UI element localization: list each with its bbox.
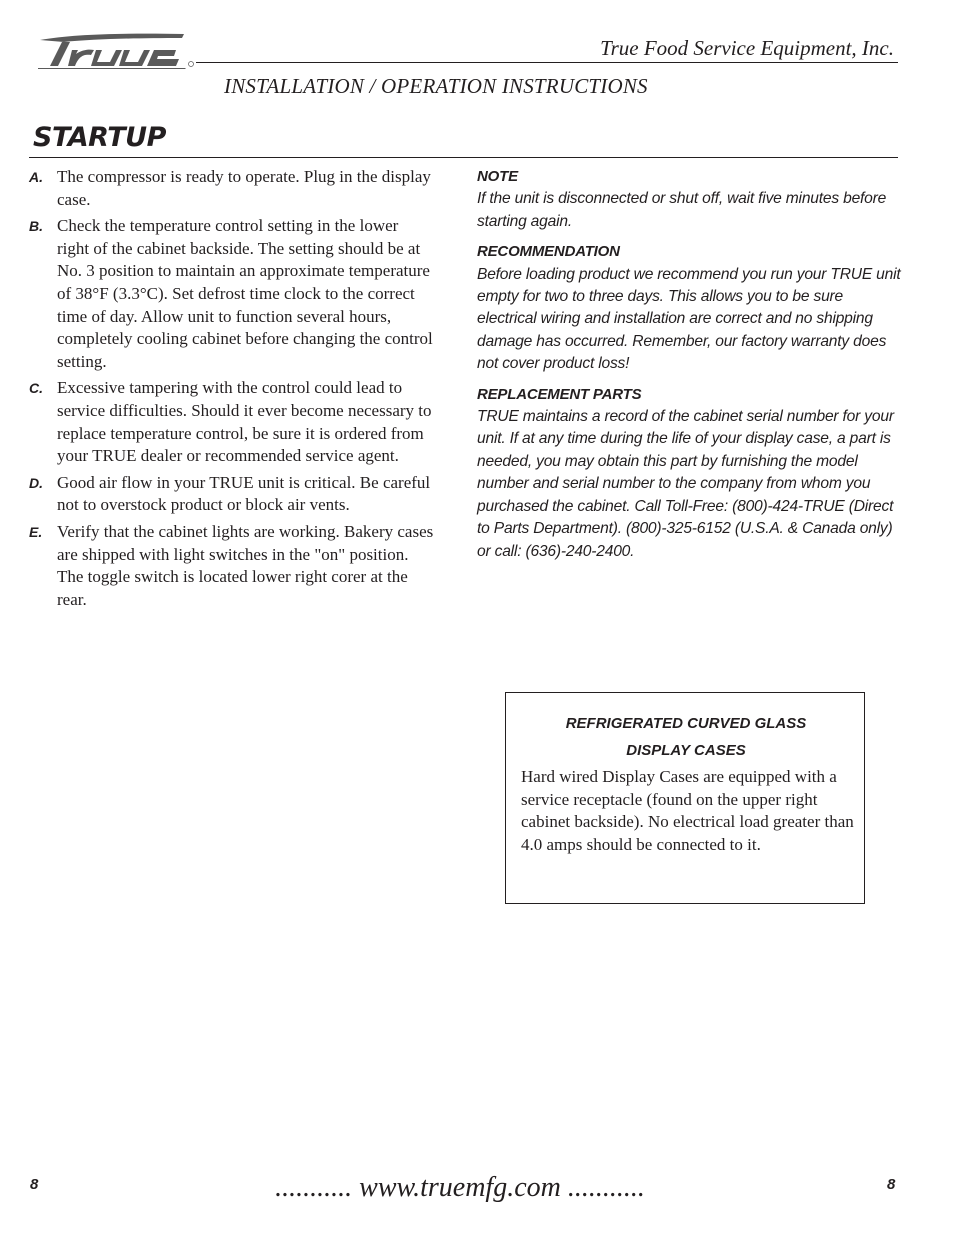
step-text: Verify that the cabinet lights are working. Bakery cases are shipped with light switches in the "on" position. The toggle switch is located lower right corer at the rear. <box>57 521 434 609</box>
replacement-parts-text: TRUE maintains a record of the cabinet serial number for your unit. If at any time during the life of your display case, a part is needed, you may obtain this part by furnishing the model number and serial number to the company from whom you purchased the cabinet. Call Toll-Free: (800)-424-TRUE (Direct to Parts Department). (800)-325-6152 (U.S.A. & Canada only) or call: (636)-240-2400. <box>477 408 894 560</box>
step-b <box>29 215 434 373</box>
step-text: Excessive tampering with the control could lead to service difficulties. Should it ever become necessary to replace temperature control, be sure it is ordered from your TRUE dealer or recommended service agent. <box>57 378 432 466</box>
page-number-right: 8 <box>887 1176 896 1193</box>
true-logo <box>34 30 196 70</box>
company-name: True Food Service Equipment, Inc. <box>600 36 894 60</box>
notice-title-line2: DISPLAY CASES <box>626 742 746 759</box>
document-title: INSTALLATION / OPERATION INSTRUCTIONS <box>224 74 648 98</box>
step-letter: B. <box>29 218 43 235</box>
step-letter: C. <box>29 380 43 397</box>
step-c <box>29 377 434 467</box>
page-number-left: 8 <box>30 1176 39 1193</box>
notice-title <box>506 710 866 764</box>
section-title: STARTUP <box>33 122 166 153</box>
step-d <box>29 472 434 517</box>
step-text: The compressor is ready to operate. Plug in the display case. <box>57 167 431 209</box>
notice-text: Hard wired Display Cases are equipped with a service receptacle (found on the upper right cabinet backside). No electrical load greater than 4.0 amps should be connected to it. <box>521 767 854 854</box>
step-text: Good air flow in your TRUE unit is critical. Be careful not to overstock product or block air vents. <box>57 472 431 515</box>
note-heading: NOTE <box>477 168 518 185</box>
display-cases-notice <box>505 692 865 904</box>
step-a <box>29 166 434 211</box>
note-text: If the unit is disconnected or shut off, wait five minutes before starting again. <box>477 190 887 230</box>
recommendation-text: Before loading product we recommend you run your TRUE unit empty for two to three days. This allows you to be sure electrical wiring and installation are correct and no shipping damage has occurred. Remember, our factory warranty does not cover product loss! <box>477 265 901 373</box>
header-rule <box>196 62 898 63</box>
step-letter: E. <box>29 523 43 540</box>
replacement-parts-heading: REPLACEMENT PARTS <box>477 385 642 403</box>
step-e <box>29 521 434 611</box>
step-letter: A. <box>29 169 43 185</box>
section-rule <box>29 157 898 158</box>
recommendation-heading: RECOMMENDATION <box>477 243 620 261</box>
startup-steps <box>29 166 434 615</box>
notes-column <box>477 166 902 571</box>
notice-title-line1: REFRIGERATED CURVED GLASS <box>565 715 807 732</box>
step-text: Check the temperature control setting in the lower right of the cabinet backside. The setting should be at No. 3 position to maintain an approximate temperature of 38°F (3.3°C). Set defrost time clock to the correct time of day. Allow unit to function several hours, completely cooling cabinet before changing the control setting. <box>57 216 433 371</box>
step-letter: D. <box>29 474 43 491</box>
footer-url: ........... www.truemfg.com ........... <box>275 1172 645 1203</box>
